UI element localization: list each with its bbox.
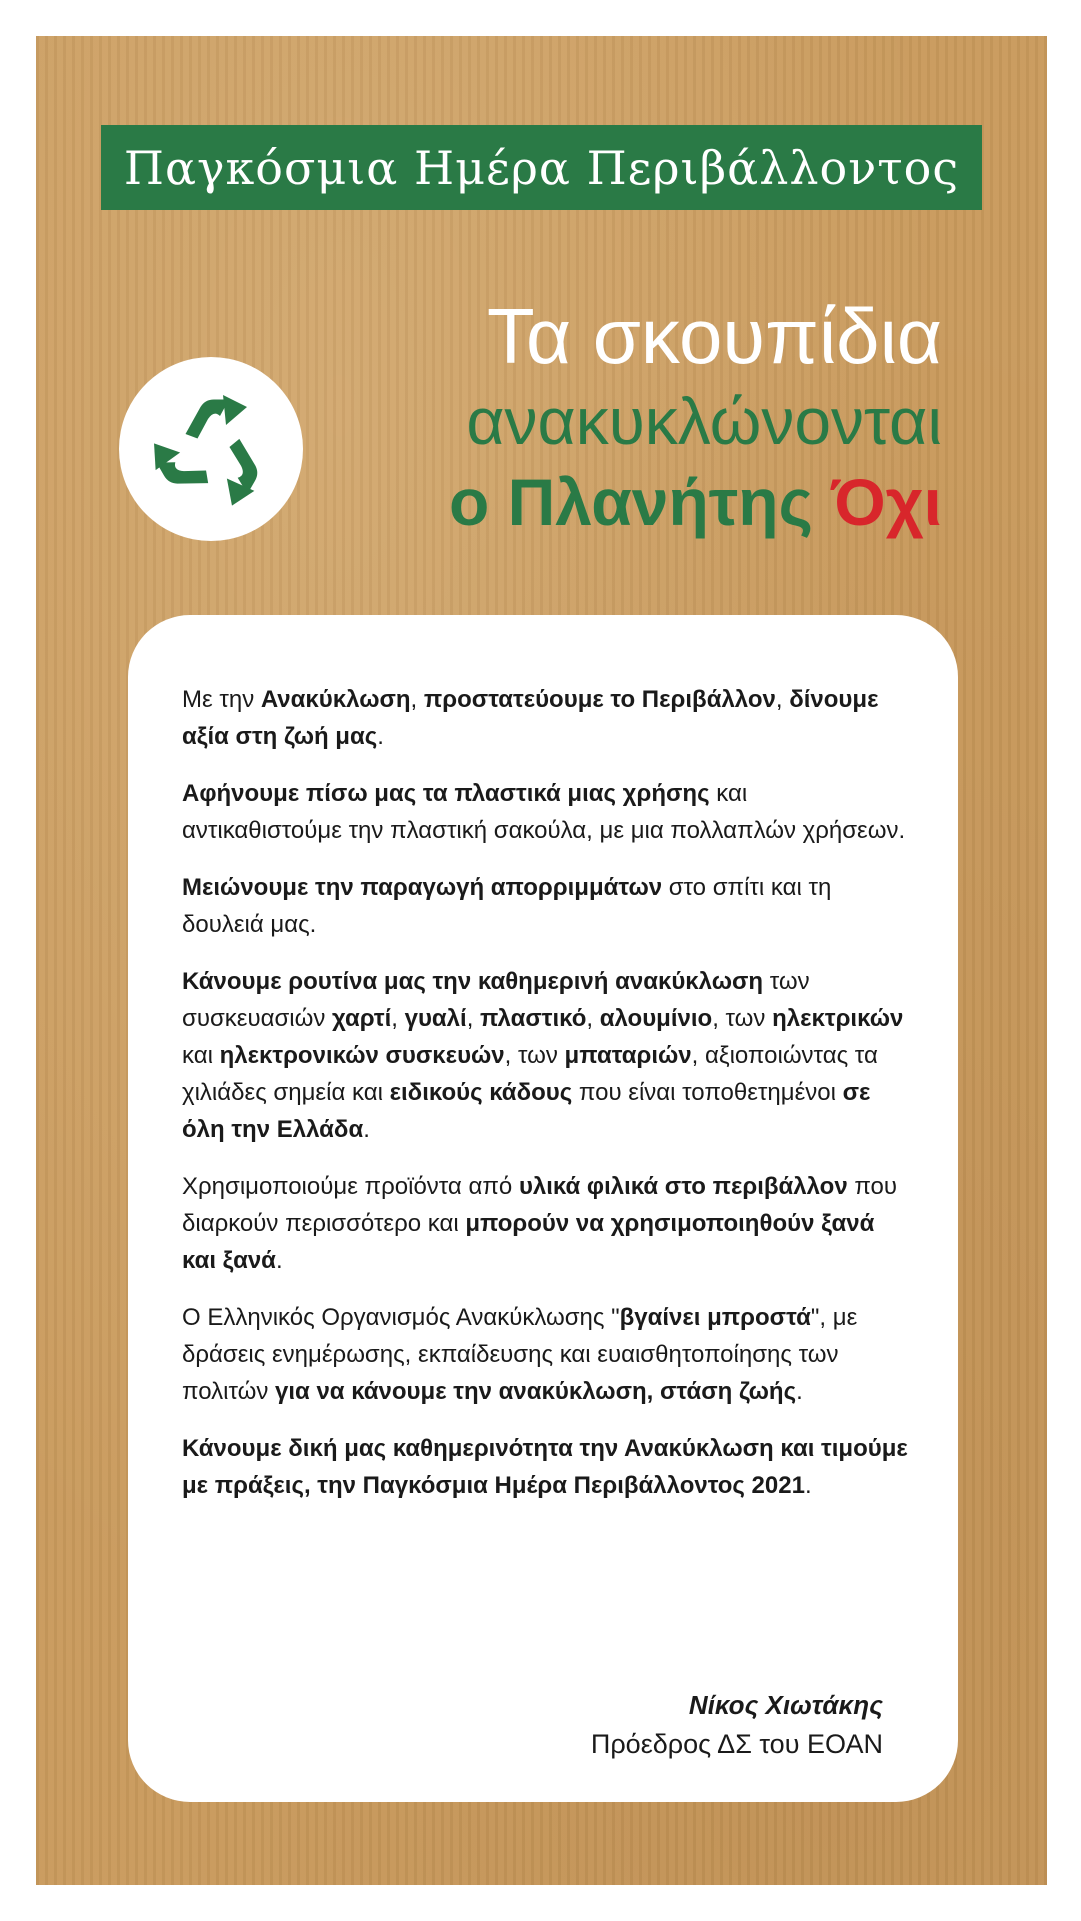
signature — [591, 1686, 883, 1764]
text: ", με δράσεις ενημέρωσης, εκπαίδευσης και ευαισθητοποίησης των πολιτών — [182, 1304, 858, 1405]
text: στο σπίτι και τη δουλειά μας. — [182, 874, 832, 938]
bold-text: γυαλί — [404, 1005, 467, 1032]
message-body — [182, 681, 912, 1524]
bold-text: μπορούν να χρησιμοποιηθούν ξανά και ξανά — [182, 1210, 875, 1274]
headline-line3-planet: ο Πλανήτης — [448, 465, 832, 539]
bold-text: ηλεκτρικών — [772, 1005, 904, 1032]
text: που διαρκούν περισσότερο και — [182, 1173, 898, 1237]
bold-text: δίνουμε αξία στη ζωή μας — [182, 686, 879, 750]
text: , των — [504, 1042, 565, 1069]
paragraph — [182, 1299, 912, 1410]
bold-text: Κάνουμε δική μας καθημερινότητα την Ανακύκλωση και τιμούμε με πράξεις, την Παγκόσμια Ημέρα Περιβάλλοντος 2021 — [182, 1435, 908, 1499]
bold-text: μπαταριών — [564, 1042, 692, 1069]
bold-text: Ανακύκλωση — [260, 686, 411, 713]
poster-background — [36, 36, 1047, 1885]
text: , των — [712, 1005, 773, 1032]
bold-text: χαρτί — [332, 1005, 392, 1032]
headline-line3 — [449, 461, 942, 543]
title-banner — [101, 125, 982, 210]
text: . — [804, 1472, 812, 1499]
bold-text: βγαίνει μπροστά — [619, 1304, 811, 1331]
banner-title: Παγκόσμια Ημέρα Περιβάλλοντος — [123, 140, 960, 195]
bold-text: υλικά φιλικά στο περιβάλλον — [518, 1173, 848, 1200]
paragraph — [182, 1430, 912, 1504]
text: , — [410, 686, 424, 713]
text: . — [796, 1378, 803, 1405]
signature-name: Νίκος Χιωτάκης — [688, 1690, 883, 1720]
signature-role: Πρόεδρος ΔΣ του ΕΟΑΝ — [590, 1729, 883, 1759]
headline — [449, 291, 942, 543]
paragraph — [182, 1168, 912, 1279]
text: , — [775, 686, 790, 713]
paragraph — [182, 963, 912, 1148]
text: . — [377, 723, 384, 750]
text: , αξιοποιώντας τα χιλιάδες σημεία και — [182, 1042, 878, 1106]
headline-line1: Τα σκουπίδια — [486, 292, 942, 380]
message-card — [128, 615, 958, 1802]
text: , — [391, 1005, 405, 1032]
text: των συσκευασιών — [182, 968, 810, 1032]
text: , — [586, 1005, 600, 1032]
recycle-icon — [136, 374, 286, 524]
bold-text: πλαστικό — [480, 1005, 587, 1032]
bold-text: Κάνουμε ρουτίνα μας την καθημερινή ανακύκλωση — [182, 968, 764, 995]
bold-text: για να κάνουμε την ανακύκλωση, στάση ζωής — [275, 1378, 797, 1405]
text: που είναι τοποθετημένοι — [572, 1079, 843, 1106]
text: και αντικαθιστούμε την πλαστική σακούλα, με μια πολλαπλών χρήσεων. — [182, 780, 906, 844]
headline-line2: ανακυκλώνονται — [466, 384, 942, 458]
bold-text: σε όλη την Ελλάδα — [182, 1079, 871, 1143]
headline-line3-no: Όχι — [831, 465, 942, 539]
text: και — [182, 1042, 220, 1069]
text: . — [275, 1247, 283, 1274]
bold-text: Αφήνουμε πίσω μας τα πλαστικά μιας χρήσης — [182, 780, 710, 807]
text: Ο Ελληνικός Οργανισμός Ανακύκλωσης " — [182, 1304, 620, 1331]
bold-text: προστατεύουμε το Περιβάλλον — [423, 686, 776, 713]
bold-text: ειδικούς κάδους — [389, 1079, 573, 1106]
bold-text: αλουμίνιο — [599, 1005, 713, 1032]
text: Χρησιμοποιούμε προϊόντα από — [182, 1173, 519, 1200]
text: , — [466, 1005, 481, 1032]
paragraph — [182, 869, 912, 943]
bold-text: Μειώνουμε την παραγωγή απορριμμάτων — [182, 874, 663, 901]
paragraph — [182, 775, 912, 849]
text: Με την — [182, 686, 261, 713]
text: . — [363, 1116, 370, 1143]
recycle-badge — [119, 357, 303, 541]
paragraph — [182, 681, 912, 755]
bold-text: ηλεκτρονικών συσκευών — [219, 1042, 505, 1069]
